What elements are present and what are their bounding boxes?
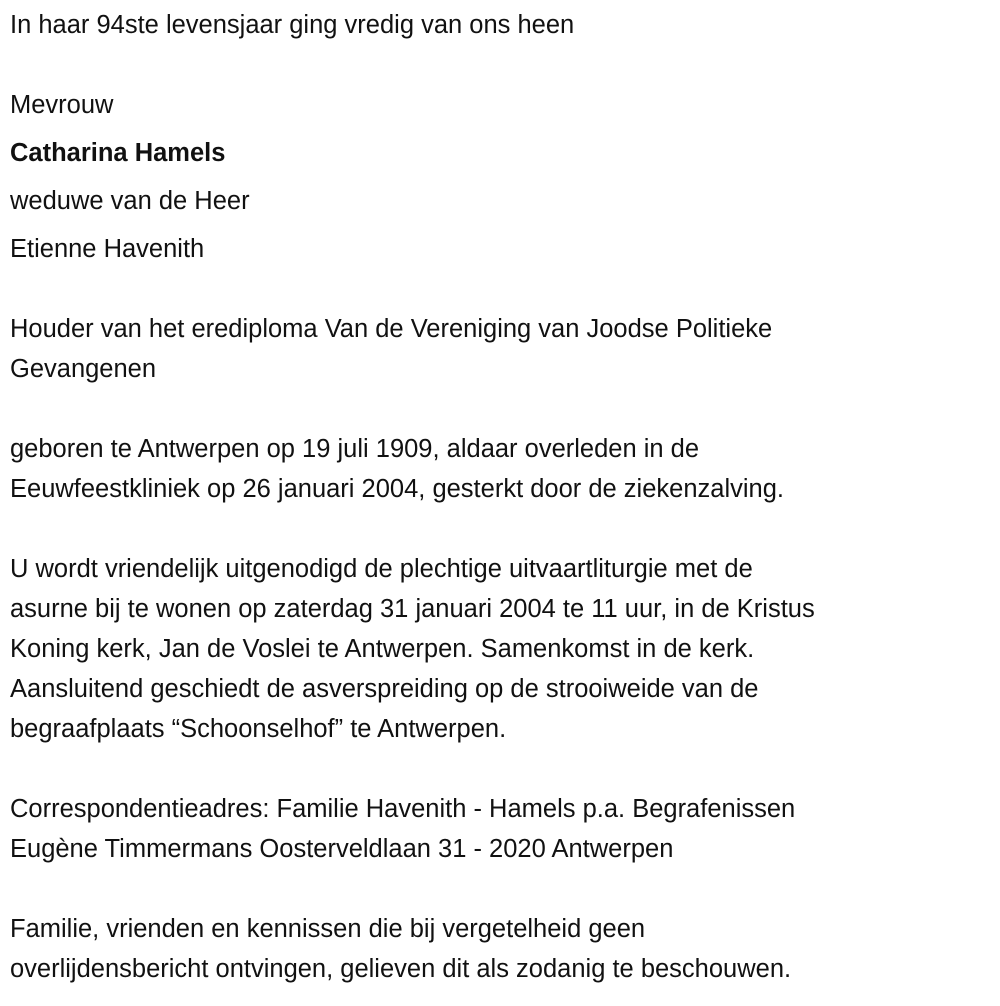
honor-line: Houder van het erediploma Van de Vereniging van Joodse Politieke <box>10 315 773 343</box>
birth-death-line: geboren te Antwerpen op 19 juli 1909, aldaar overleden in de <box>10 435 700 463</box>
closing-line: overlijdensbericht ontvingen, gelieven dit als zodanig te beschouwen. <box>10 955 792 983</box>
birth-death-line: Eeuwfeestkliniek op 26 januari 2004, gesterkt door de ziekenzalving. <box>10 475 784 503</box>
intro-text: In haar 94ste levensjaar ging vredig van ons heen <box>10 11 575 39</box>
address-line: Correspondentieadres: Familie Havenith - Hamels p.a. Begrafenissen <box>10 795 796 823</box>
address-line: Eugène Timmermans Oosterveldlaan 31 - 2020 Antwerpen <box>10 835 674 863</box>
closing-line: Familie, vrienden en kennissen die bij vergetelheid geen <box>10 915 646 943</box>
funeral-line: Koning kerk, Jan de Voslei te Antwerpen. Samenkomst in de kerk. <box>10 635 755 663</box>
deceased-name: Catharina Hamels <box>10 139 226 167</box>
funeral-line: U wordt vriendelijk uitgenodigd de plechtige uitvaartliturgie met de <box>10 555 753 583</box>
funeral-line: Aansluitend geschiedt de asverspreiding op de strooiweide van de <box>10 675 759 703</box>
funeral-line: begraafplaats “Schoonselhof” te Antwerpen. <box>10 715 507 743</box>
relation-text: weduwe van de Heer <box>10 187 250 215</box>
salutation: Mevrouw <box>10 91 114 119</box>
spouse-name: Etienne Havenith <box>10 235 205 263</box>
funeral-line: asurne bij te wonen op zaterdag 31 januari 2004 te 11 uur, in de Kristus <box>10 595 815 623</box>
honor-line: Gevangenen <box>10 355 157 383</box>
